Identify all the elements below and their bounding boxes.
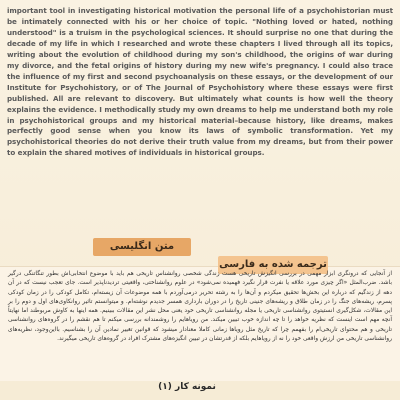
- english-text-label: متن انگلیسی: [93, 238, 191, 256]
- persian-translation-text: از آنجایی که درونگری ابزار مهمی در بررسی انگیزش تاریخی هست زندگی شخصی روانشناس تاریخی هم باید با موضوع انتخابی‌اش بطور تنگاتنگی درگیر باشد. ضرب‌المثل «اگر چیزی مورد علاقه یا نفرت قرار نگیرد فهمیده نمی‌شود» در علوم روانشناختی، واقعیتی تردیدناپذیر است. جای تعجب نیست که در آن دهه از زندگیم که درباره این بخش‌ها تحقیق میکردم و آن‌ها را به رشته تحریر درمی‌آوردم با همه موضوعات آن زیسته‌ام، تکامل کودکی را در زمان کودکی پسرم، ریشه‌های جنگ را در زمان طلاق و ریشه‌های جنینی تاریخ را در دوران بارداری همسر جدیدم نوشته‌ام. و میتوانستم تاثیر روانکاوی‌های اول و دوم را بر این مقالات، شکل‌گیری انستیتوی روانشناسی تاریخی یا مجله روانشناسی تاریخی خود یعنی محل نشر این مقالات ببینیم. همه اینها به کاوش مربوطند اما نهایتاً آنچه مهم است اینست که نظریه خواهد را تا چه اندازه خوب تبیین میکند. من رویاهایم را روشمندانه بررسی میکنم تا هم نقشم را در گروه‌های روانشناسی تاریخی و هم محتوای تاریخی‌ام را بفهمم چرا که تاریخ مثل رویاها زمانی کاملا معنادار میشود که قوانین تغییر نمادین آن را بشناسیم. بااین‌وجود، نظریه‌های روانشناسی تاریخی من ارزش واقعی خود را نه از رویاهایم بلکه از قدرتشان در تبیین انگیزه‌های مشترک افراد در گروه‌های تاریخی میگیرند.: [8, 271, 392, 343]
- persian-translation-label: ترجمه شده به فارسی: [218, 256, 328, 274]
- english-source-text: important tool in investigating historical motivation the personal life of a psychohistorian must be intimately connected with his or her choice of topic. "Nothing loved or hated, nothing understood" is a truism in the psychological sciences. It should surprise no one that during the decade of my life in which I researched and wrote these chapters I lived through all its topics, writing about the evolution of childhood during my son's childhood, the origins of war during my divorce, and the fetal origins of history during my new wife's pregnancy. I could also trace the influence of my first and second psychoanalysis on these essays, or the development of our Institute for Psychohistory, or of The Journal of Psychohistory where these essays were first published. All are relevant to discovery. But ultimately what counts is how well the theory explains the evidence. I methodically study my own dreams to help me understand both my role in psychohistorical groups and my historical material–because history, like dreams, makes perfectly good sense when you know its laws of symbolic transformation. Yet my psychohistorical theories do not derive their truth value from my dreams, but from their power to explain the shared motives of individuals in historical groups.: [7, 6, 393, 158]
- sample-work-label: نمونه کار (۱): [158, 382, 216, 392]
